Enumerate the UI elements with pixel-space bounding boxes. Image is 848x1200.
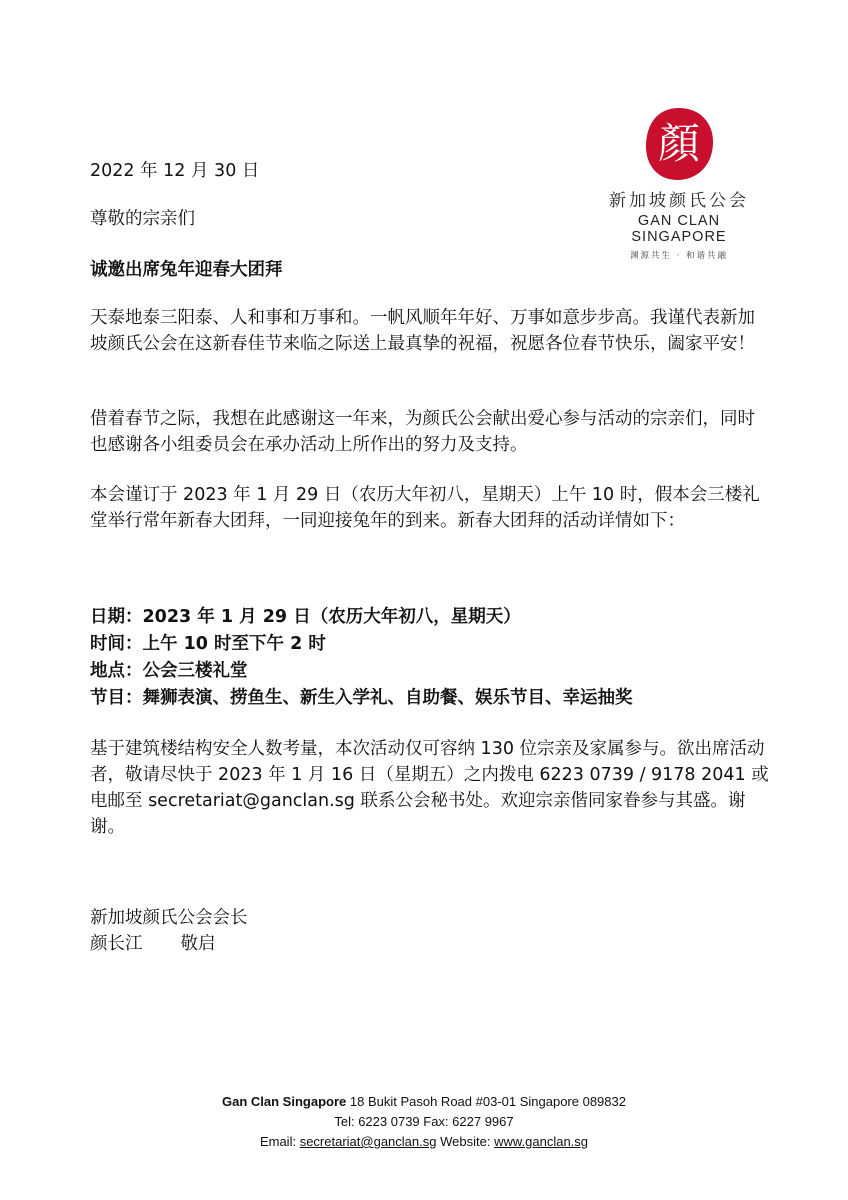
event-time: 时间：上午 10 时至下午 2 时 [90,634,326,654]
event-program: 节目：舞狮表演、捞鱼生、新生入学礼、自助餐、娱乐节目、幸运抽奖 [90,688,633,708]
letter-subject: 诚邀出席兔年迎春大团拜 [90,260,283,280]
footer-contact-line [0,1132,848,1152]
footer-tel-fax: Tel: 6223 0739 Fax: 6227 9967 [334,1114,514,1129]
org-name-chinese: 新加坡颜氏公会 [609,191,749,211]
salutation: 尊敬的宗亲们 [90,209,195,229]
paragraph-greeting: 天泰地泰三阳泰、人和事和万事和。一帆风顺年年好、万事如意步步高。我谨代表新加坡颜氏公会在这新春佳节来临之际送上最真挚的祝福，祝愿各位春节快乐，阖家平安！ [90,308,755,354]
footer-email-link[interactable]: secretariat@ganclan.sg [299,1134,437,1149]
footer-website-label: Website: [440,1134,491,1149]
signoff-name: 颜长江 [90,934,143,954]
paragraph-registration: 基于建筑楼结构安全人数考量，本次活动仅可容纳 130 位宗亲及家属参与。欲出席活动者，敬请尽快于 2023 年 1 月 16 日（星期五）之内拨电 6223 0739 / 9178 2041 或电邮至 secretariat@ganclan.sg 联系公会秘书处。欢迎宗亲偕同家眷参与其盛。谢谢。 [90,739,769,837]
signoff-closing: 敬启 [180,934,216,954]
footer-email-label: Email: [259,1134,297,1149]
paragraph-announcement: 本会谨订于 2023 年 1 月 29 日（农历大年初八，星期天）上午 10 时，假本会三楼礼堂举行常年新春大团拜，一同迎接兔年的到来。新春大团拜的活动详情如下： [90,485,760,531]
signoff-title: 新加坡颜氏公会会长 [90,908,248,928]
footer-org-name: Gan Clan Singapore [222,1094,347,1109]
letter-date: 2022 年 12 月 30 日 [90,161,260,181]
paragraph-thanks: 借着春节之际，我想在此感谢这一年来，为颜氏公会献出爱心参与活动的宗亲们，同时也感谢各小组委员会在承办活动上所作出的努力及支持。 [90,409,755,455]
event-date: 日期：2023 年 1 月 29 日（农历大年初八，星期天） [90,607,521,627]
event-details [90,604,770,712]
org-tagline: 渊源共生 · 和谐共融 [629,251,729,261]
svg-text:顏: 顏 [657,119,701,168]
event-venue: 地点：公会三楼礼堂 [90,661,248,681]
signature-block [90,905,770,957]
footer-address: 18 Bukit Pasoh Road #03-01 Singapore 089832 [349,1094,626,1109]
footer-website-link[interactable]: www.ganclan.sg [494,1134,589,1149]
footer [0,1092,848,1152]
org-name-english: GAN CLAN SINGAPORE [631,213,727,245]
footer-address-line [0,1092,848,1112]
